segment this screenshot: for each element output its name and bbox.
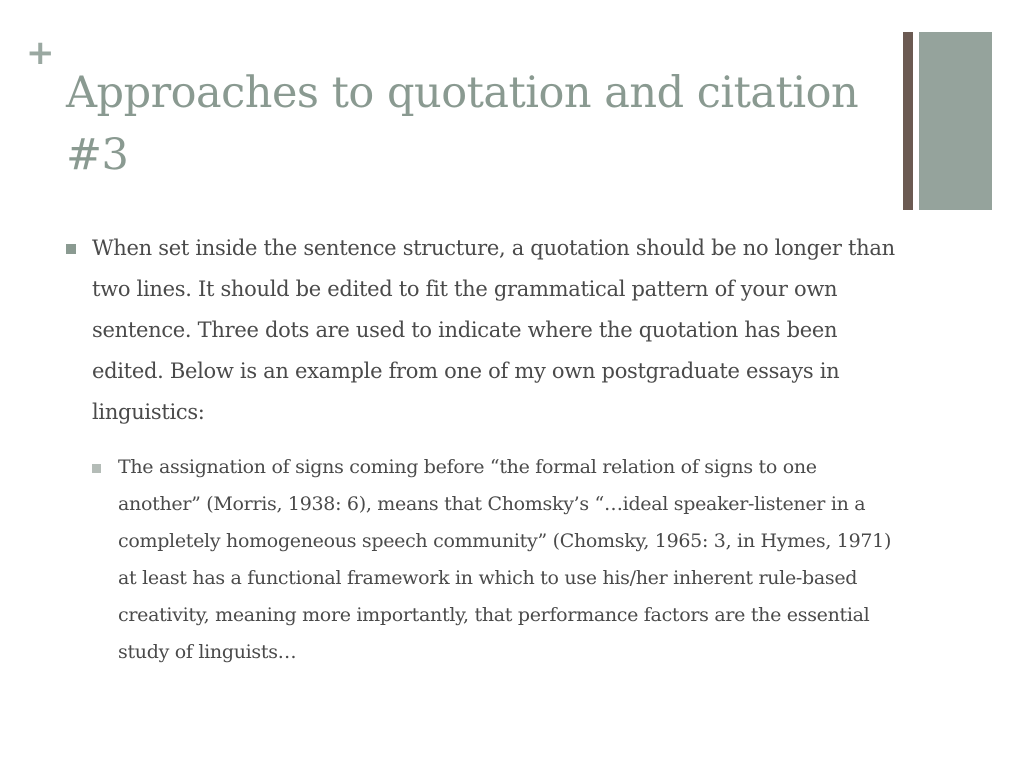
small-square-bullet-icon bbox=[92, 464, 101, 473]
bullet-item bbox=[66, 228, 896, 433]
decorative-bar-dark bbox=[903, 32, 913, 210]
slide-content bbox=[66, 228, 896, 671]
plus-icon: + bbox=[26, 33, 55, 73]
decorative-bar-light bbox=[919, 32, 992, 210]
sub-bullet-item bbox=[92, 449, 896, 671]
slide-title: Approaches to quotation and citation #3 bbox=[66, 68, 859, 180]
square-bullet-icon bbox=[66, 244, 76, 254]
sub-bullet-text: The assignation of signs coming before “the formal relation of signs to one another” (Morris, 1938: 6), means that Chomsky’s “…ideal speaker-listener in a completely homogeneous speech community” (Chomsky, 1965: 3, in Hymes, 1971) at least has a functional framework in which to use his/her inherent rule-based creativity, meaning more importantly, that performance factors are the essential study of linguists… bbox=[118, 456, 892, 663]
bullet-text: When set inside the sentence structure, a quotation should be no longer than two lines. It should be edited to fit the grammatical pattern of your own sentence. Three dots are used to indicate where the quotation has been edited. Below is an example from one of my own postgraduate essays in linguistics: bbox=[92, 236, 895, 424]
